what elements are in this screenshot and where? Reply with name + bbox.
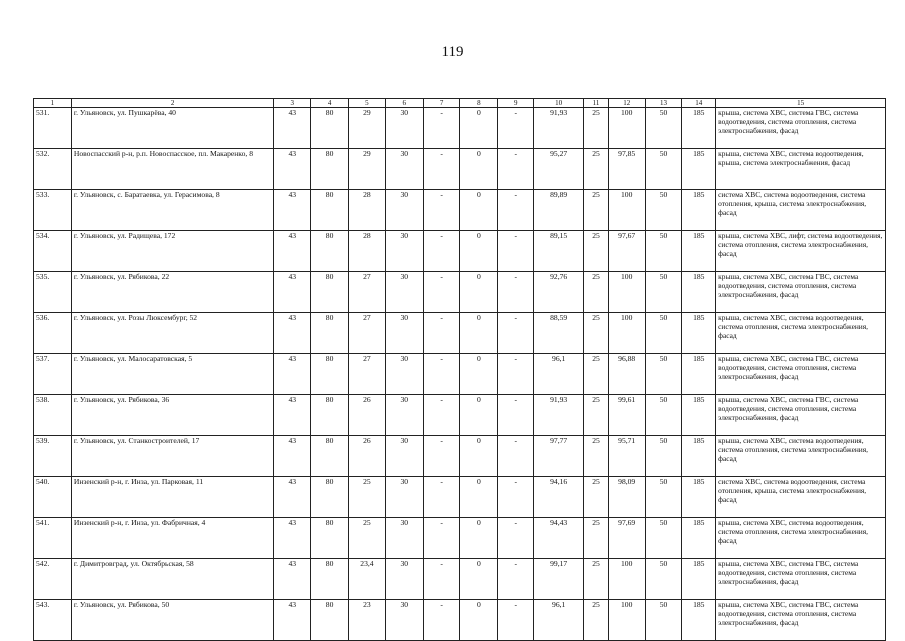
table-cell: 25 [584, 190, 609, 231]
table-cell: - [423, 272, 460, 313]
table-cell: 100 [608, 108, 645, 149]
row-number-cell: 532. [34, 149, 72, 190]
address-cell: г. Ульяновск, ул. Рябикова, 50 [71, 600, 274, 641]
table-cell: - [498, 231, 534, 272]
table-cell: 94,16 [534, 477, 584, 518]
table-cell: 50 [645, 108, 682, 149]
table-cell: - [498, 600, 534, 641]
row-number-cell: 542. [34, 559, 72, 600]
table-cell: - [423, 436, 460, 477]
table-cell: 185 [682, 272, 716, 313]
table-cell: 0 [460, 559, 498, 600]
table-cell: 50 [645, 272, 682, 313]
row-number-cell: 536. [34, 313, 72, 354]
address-cell: г. Ульяновск, ул. Станкостроителей, 17 [71, 436, 274, 477]
table-cell: 89,15 [534, 231, 584, 272]
table-row [34, 600, 886, 641]
table-cell: 25 [584, 436, 609, 477]
table-cell: - [498, 436, 534, 477]
table-cell: - [423, 108, 460, 149]
table-cell: 43 [274, 108, 311, 149]
table-cell: - [423, 518, 460, 559]
table-cell: - [423, 600, 460, 641]
table-row [34, 477, 886, 518]
table-cell: 0 [460, 354, 498, 395]
table-cell: - [498, 149, 534, 190]
column-header: 9 [498, 99, 534, 108]
table-cell: 100 [608, 272, 645, 313]
table-cell: 43 [274, 559, 311, 600]
table-cell: 0 [460, 518, 498, 559]
buildings-table [33, 98, 886, 641]
table-cell: 27 [349, 272, 386, 313]
table-cell: 99,61 [608, 395, 645, 436]
table-cell: - [423, 354, 460, 395]
works-list-cell: крыша, система ХВС, система водоотведения, система отопления, система электроснабжения, фасад [716, 436, 886, 477]
table-cell: 80 [311, 190, 349, 231]
table-cell: 30 [385, 190, 423, 231]
table-cell: 30 [385, 477, 423, 518]
table-cell: 30 [385, 600, 423, 641]
row-number-cell: 539. [34, 436, 72, 477]
table-cell: 96,1 [534, 600, 584, 641]
table-cell: 25 [584, 354, 609, 395]
table-cell: 25 [349, 518, 386, 559]
table-cell: - [498, 395, 534, 436]
table-cell: 88,59 [534, 313, 584, 354]
table-row [34, 313, 886, 354]
works-list-cell: крыша, система ХВС, лифт, система водоотведения, система отопления, система электроснабжения, фасад [716, 231, 886, 272]
table-cell: 185 [682, 108, 716, 149]
table-cell: 43 [274, 190, 311, 231]
row-number-cell: 531. [34, 108, 72, 149]
works-list-cell: крыша, система ХВС, система водоотведения, система отопления, система электроснабжения, фасад [716, 313, 886, 354]
column-header: 3 [274, 99, 311, 108]
table-cell: 98,09 [608, 477, 645, 518]
table-cell: 25 [584, 559, 609, 600]
table-cell: 25 [349, 477, 386, 518]
table-cell: 50 [645, 436, 682, 477]
table-cell: 50 [645, 231, 682, 272]
table-cell: 43 [274, 231, 311, 272]
table-cell: - [498, 477, 534, 518]
table-cell: 50 [645, 600, 682, 641]
table-cell: 28 [349, 231, 386, 272]
table-cell: 80 [311, 149, 349, 190]
address-cell: г. Ульяновск, ул. Рябикова, 22 [71, 272, 274, 313]
table-cell: - [423, 477, 460, 518]
column-header: 14 [682, 99, 716, 108]
table-cell: 185 [682, 559, 716, 600]
address-cell: г. Ульяновск, ул. Пушкарёва, 40 [71, 108, 274, 149]
table-cell: 96,1 [534, 354, 584, 395]
table-cell: 43 [274, 272, 311, 313]
table-cell: 30 [385, 272, 423, 313]
table-cell: 185 [682, 313, 716, 354]
table-cell: 50 [645, 477, 682, 518]
table-cell: 25 [584, 477, 609, 518]
table-row [34, 190, 886, 231]
column-header: 13 [645, 99, 682, 108]
table-cell: 43 [274, 149, 311, 190]
works-list-cell: крыша, система ХВС, система ГВС, система водоотведения, система отопления, система электроснабжения, фасад [716, 354, 886, 395]
address-cell: Новоспасский р-н, р.п. Новоспасское, пл. Макаренко, 8 [71, 149, 274, 190]
table-cell: - [498, 354, 534, 395]
table-cell: 89,89 [534, 190, 584, 231]
address-cell: Инзенский р-н, г. Инза, ул. Парковая, 11 [71, 477, 274, 518]
works-list-cell: система ХВС, система водоотведения, система отопления, крыша, система электроснабжения, фасад [716, 190, 886, 231]
works-list-cell: крыша, система ХВС, система водоотведения, система отопления, система электроснабжения, фасад [716, 518, 886, 559]
table-cell: 25 [584, 108, 609, 149]
table-cell: 30 [385, 108, 423, 149]
table-cell: 28 [349, 190, 386, 231]
column-header: 4 [311, 99, 349, 108]
address-cell: г. Ульяновск, с. Баратаевка, ул. Герасимова, 8 [71, 190, 274, 231]
table-row [34, 436, 886, 477]
table-header-row [34, 99, 886, 108]
table-cell: 50 [645, 190, 682, 231]
row-number-cell: 541. [34, 518, 72, 559]
address-cell: г. Димитровград, ул. Октябрьская, 58 [71, 559, 274, 600]
table-cell: 95,27 [534, 149, 584, 190]
table-cell: 23 [349, 600, 386, 641]
table-cell: 0 [460, 149, 498, 190]
table-cell: 25 [584, 600, 609, 641]
table-cell: 43 [274, 395, 311, 436]
table-cell: 43 [274, 600, 311, 641]
table-cell: 43 [274, 436, 311, 477]
works-list-cell: крыша, система ХВС, система ГВС, система водоотведения, система отопления, система электроснабжения, фасад [716, 108, 886, 149]
table-cell: 30 [385, 436, 423, 477]
column-header: 2 [71, 99, 274, 108]
table-row [34, 518, 886, 559]
table-cell: 0 [460, 272, 498, 313]
table-cell: 30 [385, 149, 423, 190]
table-cell: 185 [682, 477, 716, 518]
table-cell: 80 [311, 272, 349, 313]
table-cell: 0 [460, 313, 498, 354]
table-cell: 100 [608, 559, 645, 600]
table-cell: 92,76 [534, 272, 584, 313]
table-cell: 50 [645, 149, 682, 190]
table-cell: 30 [385, 518, 423, 559]
table-cell: 25 [584, 518, 609, 559]
table-cell: 43 [274, 354, 311, 395]
row-number-cell: 538. [34, 395, 72, 436]
table-cell: 0 [460, 108, 498, 149]
table-cell: 185 [682, 518, 716, 559]
address-cell: г. Ульяновск, ул. Розы Люксембург, 52 [71, 313, 274, 354]
table-cell: - [423, 190, 460, 231]
table-cell: 185 [682, 436, 716, 477]
table-cell: 95,71 [608, 436, 645, 477]
table-cell: 80 [311, 108, 349, 149]
column-header: 10 [534, 99, 584, 108]
table-cell: 80 [311, 231, 349, 272]
table-cell: - [498, 272, 534, 313]
table-cell: - [423, 231, 460, 272]
table-cell: 100 [608, 313, 645, 354]
works-list-cell: крыша, система ХВС, система ГВС, система водоотведения, система отопления, система электроснабжения, фасад [716, 272, 886, 313]
table-cell: 27 [349, 313, 386, 354]
table-row [34, 272, 886, 313]
table-row [34, 231, 886, 272]
works-list-cell: крыша, система ХВС, система ГВС, система водоотведения, система отопления, система электроснабжения, фасад [716, 600, 886, 641]
table-cell: 100 [608, 190, 645, 231]
table-row [34, 149, 886, 190]
table-cell: 97,85 [608, 149, 645, 190]
table-cell: 0 [460, 477, 498, 518]
table-cell: 0 [460, 436, 498, 477]
address-cell: г. Ульяновск, ул. Радищева, 172 [71, 231, 274, 272]
table-cell: 0 [460, 395, 498, 436]
table-cell: 29 [349, 108, 386, 149]
column-header: 7 [423, 99, 460, 108]
table-cell: 0 [460, 190, 498, 231]
table-cell: 43 [274, 313, 311, 354]
table-cell: 25 [584, 272, 609, 313]
address-cell: г. Ульяновск, ул. Рябикова, 36 [71, 395, 274, 436]
table-cell: 29 [349, 149, 386, 190]
column-header: 1 [34, 99, 72, 108]
table-cell: - [423, 559, 460, 600]
table-cell: 25 [584, 149, 609, 190]
table-row [34, 559, 886, 600]
table-cell: 97,69 [608, 518, 645, 559]
table-cell: 185 [682, 600, 716, 641]
column-header: 15 [716, 99, 886, 108]
row-number-cell: 537. [34, 354, 72, 395]
works-list-cell: крыша, система ХВС, система ГВС, система водоотведения, система отопления, система электроснабжения, фасад [716, 395, 886, 436]
table-cell: 27 [349, 354, 386, 395]
table-cell: 97,77 [534, 436, 584, 477]
table-cell: - [423, 313, 460, 354]
row-number-cell: 534. [34, 231, 72, 272]
table-cell: - [498, 108, 534, 149]
table-cell: 30 [385, 354, 423, 395]
table-cell: - [498, 559, 534, 600]
table-cell: 185 [682, 231, 716, 272]
table-cell: 43 [274, 518, 311, 559]
table-cell: 80 [311, 477, 349, 518]
table-row [34, 108, 886, 149]
row-number-cell: 543. [34, 600, 72, 641]
table-cell: 25 [584, 395, 609, 436]
works-list-cell: крыша, система ХВС, система ГВС, система водоотведения, система отопления, система электроснабжения, фасад [716, 559, 886, 600]
row-number-cell: 535. [34, 272, 72, 313]
table-cell: 23,4 [349, 559, 386, 600]
table-cell: 0 [460, 231, 498, 272]
works-list-cell: система ХВС, система водоотведения, система отопления, крыша, система электроснабжения, фасад [716, 477, 886, 518]
table-cell: - [498, 518, 534, 559]
table-cell: 185 [682, 395, 716, 436]
column-header: 12 [608, 99, 645, 108]
table-cell: - [498, 190, 534, 231]
table-cell: - [498, 313, 534, 354]
table-cell: 50 [645, 395, 682, 436]
table-cell: 97,67 [608, 231, 645, 272]
table-cell: 80 [311, 395, 349, 436]
table-cell: 80 [311, 313, 349, 354]
table-cell: 80 [311, 436, 349, 477]
table-cell: 185 [682, 149, 716, 190]
table-cell: 80 [311, 559, 349, 600]
column-header: 11 [584, 99, 609, 108]
table-cell: 50 [645, 559, 682, 600]
works-list-cell: крыша, система ХВС, система водоотведения, крыша, система электроснабжения, фасад [716, 149, 886, 190]
column-header: 6 [385, 99, 423, 108]
page-number: 119 [441, 44, 464, 60]
table-cell: 30 [385, 313, 423, 354]
table-cell: 94,43 [534, 518, 584, 559]
table-cell: 50 [645, 313, 682, 354]
table-cell: 50 [645, 518, 682, 559]
address-cell: Инзенский р-н, г. Инза, ул. Фабричная, 4 [71, 518, 274, 559]
table-cell: - [423, 149, 460, 190]
table-cell: 50 [645, 354, 682, 395]
table-cell: 30 [385, 395, 423, 436]
table-cell: 80 [311, 600, 349, 641]
table-cell: 25 [584, 313, 609, 354]
table-cell: 43 [274, 477, 311, 518]
table-cell: 30 [385, 231, 423, 272]
table-row [34, 395, 886, 436]
table-cell: 0 [460, 600, 498, 641]
table-cell: 185 [682, 190, 716, 231]
table-cell: 80 [311, 354, 349, 395]
row-number-cell: 540. [34, 477, 72, 518]
table-cell: 91,93 [534, 395, 584, 436]
table-cell: 100 [608, 600, 645, 641]
table-cell: 26 [349, 436, 386, 477]
table-cell: 30 [385, 559, 423, 600]
table-cell: 185 [682, 354, 716, 395]
table-cell: 25 [584, 231, 609, 272]
table-cell: 26 [349, 395, 386, 436]
table-cell: 91,93 [534, 108, 584, 149]
table-cell: 80 [311, 518, 349, 559]
column-header: 8 [460, 99, 498, 108]
address-cell: г. Ульяновск, ул. Малосаратовская, 5 [71, 354, 274, 395]
row-number-cell: 533. [34, 190, 72, 231]
table-cell: 96,88 [608, 354, 645, 395]
table-row [34, 354, 886, 395]
table-cell: - [423, 395, 460, 436]
column-header: 5 [349, 99, 386, 108]
table-cell: 99,17 [534, 559, 584, 600]
